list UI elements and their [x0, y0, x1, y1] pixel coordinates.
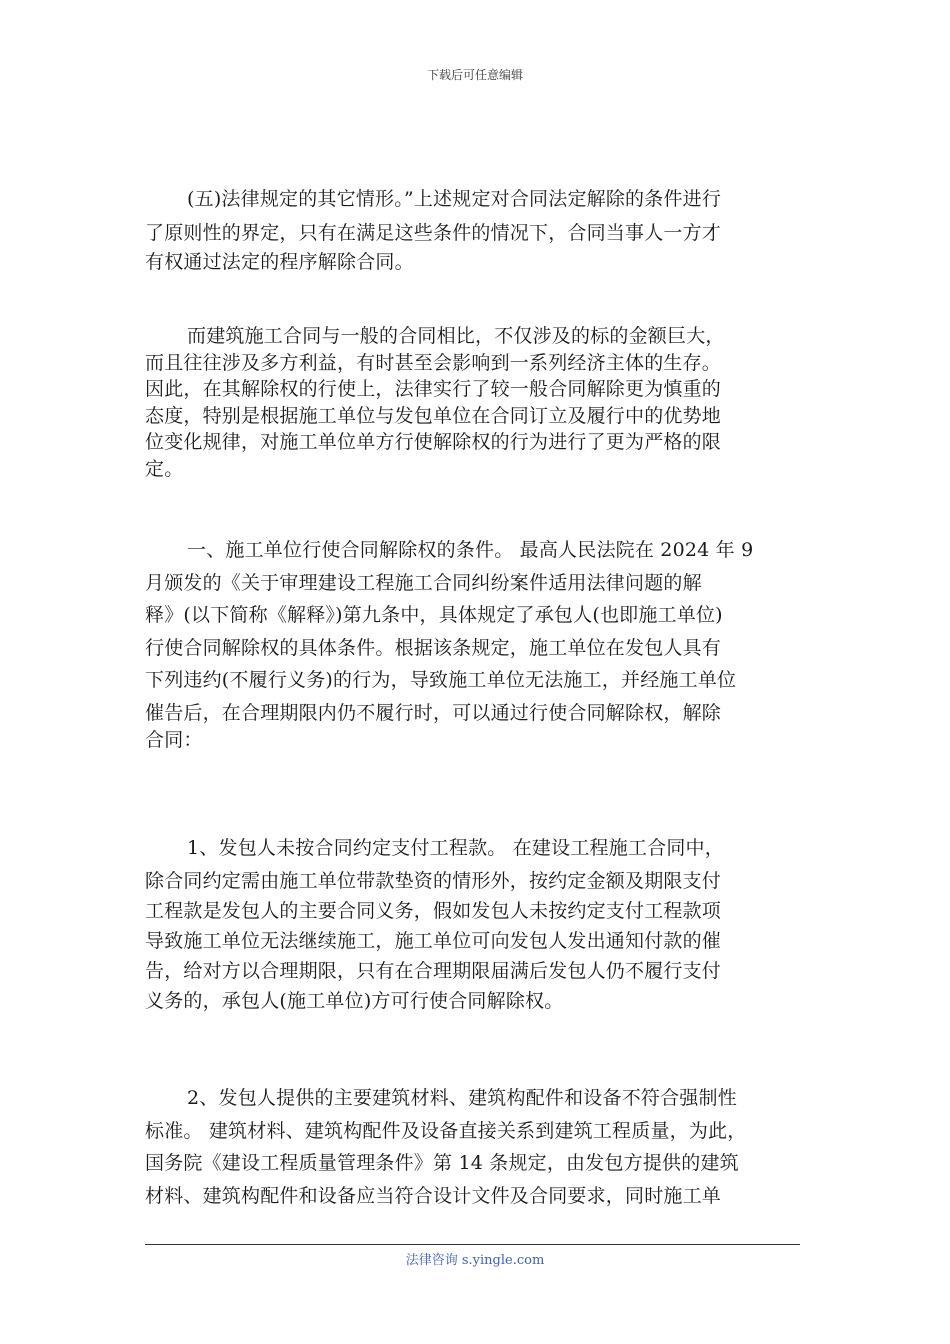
- text-line: 1、发包人未按合同约定支付工程款。 在建设工程施工合同中，: [187, 837, 724, 859]
- paragraph-2: [145, 323, 805, 482]
- text-line: 告，给对方以合理期限，只有在合理期限届满后发包人仍不履行支付: [145, 960, 722, 982]
- text-line: 因此，在其解除权的行使上，法律实行了较一般合同解除更为慎重的: [145, 378, 722, 400]
- text-line: 材料、建筑构配件和设备应当符合设计文件及合同要求，同时施工单: [145, 1184, 722, 1207]
- text-line: 释》(以下简称《解释》)第九条中，具体规定了承包人(也即施工单位): [145, 604, 723, 626]
- text-line: 有权通过法定的程序解除合同。: [145, 251, 414, 273]
- paragraph-3: [145, 534, 805, 751]
- text-line: 工程款是发包人的主要合同义务，假如发包人未按约定支付工程款项: [145, 900, 722, 922]
- text-line: 位变化规律，对施工单位单方行使解除权的行为进行了更为严格的限: [145, 431, 722, 453]
- text-line: 态度，特别是根据施工单位与发包单位在合同订立及履行中的优势地: [145, 404, 722, 427]
- text-line: 合同：: [145, 729, 203, 751]
- page-header: 下载后可任意编辑: [426, 68, 523, 82]
- paragraph-4: [145, 830, 805, 1016]
- text-line: 月颁发的《关于审理建设工程施工合同纠纷案件适用法律问题的解: [145, 571, 702, 594]
- text-line: 除合同约定需由施工单位带款垫资的情形外，按约定金额及期限支付: [145, 870, 722, 892]
- text-line: 下列违约(不履行义务)的行为，导致施工单位无法施工，并经施工单位: [145, 669, 737, 691]
- text-line: 行使合同解除权的具体条件。根据该条规定，施工单位在发包人具有: [145, 636, 722, 659]
- text-line: 国务院《建设工程质量管理条件》第 14 条规定，由发包方提供的建筑: [145, 1152, 739, 1174]
- paragraph-1: [145, 182, 805, 274]
- text-line: 了原则性的界定，只有在满足这些条件的情况下，合同当事人一方才: [145, 222, 722, 244]
- text-line: 2、发包人提供的主要建筑材料、建筑构配件和设备不符合强制性: [187, 1087, 737, 1109]
- text-line: 义务的，承包人(施工单位)方可行使合同解除权。: [145, 990, 564, 1012]
- text-line: 催告后，在合理期限内仍不履行时，可以通过行使合同解除权，解除: [145, 701, 722, 724]
- page-footer-link[interactable]: 法律咨询 s.yingle.com: [405, 1253, 545, 1268]
- text-line: 而且往往涉及多方利益，有时甚至会影响到一系列经济主体的生存。: [145, 351, 722, 374]
- footer-divider: [145, 1244, 800, 1245]
- text-line: 一、施工单位行使合同解除权的条件。 最高人民法院在 2024 年 9: [187, 539, 754, 561]
- text-line: 标准。 建筑材料、建筑构配件及设备直接关系到建筑工程质量，为此，: [145, 1119, 747, 1142]
- text-line: 而建筑施工合同与一般的合同相比，不仅涉及的标的金额巨大，: [187, 325, 725, 347]
- text-line: 导致施工单位无法继续施工，施工单位可向发包人发出通知付款的催: [145, 930, 722, 952]
- text-line: 定。: [145, 457, 184, 480]
- paragraph-5: [145, 1082, 805, 1212]
- text-line: (五)法律规定的其它情形。”上述规定对合同法定解除的条件进行: [187, 188, 722, 210]
